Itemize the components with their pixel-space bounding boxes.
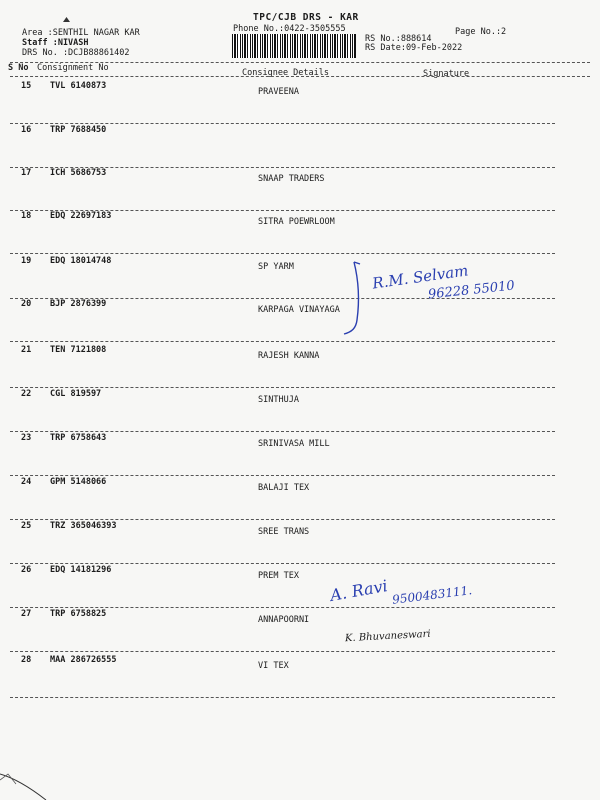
col-header-sno: S No xyxy=(8,63,29,73)
row-consignee: PREM TEX xyxy=(258,571,299,581)
row-serial-number: 19 xyxy=(21,256,32,266)
row-consignment-number: EDQ 22697183 xyxy=(50,211,112,221)
row-serial-number: 21 xyxy=(21,345,32,355)
signature-name-3: K. Bhuvaneswari xyxy=(344,628,431,645)
row-consignee: VI TEX xyxy=(258,661,289,671)
row-serial-number: 25 xyxy=(21,521,32,531)
row-divider xyxy=(10,123,555,124)
page-corner-fold xyxy=(0,760,60,800)
row-consignment-number: TRP 7688450 xyxy=(50,125,107,135)
row-divider xyxy=(10,431,555,432)
row-serial-number: 15 xyxy=(21,81,32,91)
row-consignment-number: BJP 2876399 xyxy=(50,299,107,309)
row-divider xyxy=(10,697,555,698)
row-consignee: PRAVEENA xyxy=(258,87,299,97)
row-consignment-number: TRZ 365046393 xyxy=(50,521,117,531)
row-consignee: SREE TRANS xyxy=(258,527,310,537)
rs-date: RS Date:09-Feb-2022 xyxy=(365,43,463,53)
row-consignee: SNAAP TRADERS xyxy=(258,174,325,184)
signature-name-2: A. Ravi xyxy=(328,576,389,605)
row-serial-number: 23 xyxy=(21,433,32,443)
row-consignment-number: EDQ 18014748 xyxy=(50,256,112,266)
col-header-consignment: Consignment No xyxy=(37,63,109,73)
row-consignment-number: GPM 5148066 xyxy=(50,477,107,487)
row-serial-number: 17 xyxy=(21,168,32,178)
row-divider xyxy=(10,341,555,342)
page-title: TPC/CJB DRS - KAR xyxy=(253,12,359,23)
staff-label: Staff :NIVASH xyxy=(22,38,89,48)
row-serial-number: 26 xyxy=(21,565,32,575)
row-consignment-number: TVL 6140873 xyxy=(50,81,107,91)
row-serial-number: 27 xyxy=(21,609,32,619)
header-divider-bottom xyxy=(10,76,590,77)
company-logo-icon xyxy=(62,16,71,23)
row-consignee: KARPAGA VINAYAGA xyxy=(258,305,340,315)
row-consignee: SITRA POEWRLOOM xyxy=(258,217,335,227)
row-divider xyxy=(10,563,555,564)
barcode-icon xyxy=(232,34,356,58)
row-consignment-number: ICH 5686753 xyxy=(50,168,107,178)
row-serial-number: 24 xyxy=(21,477,32,487)
row-serial-number: 16 xyxy=(21,125,32,135)
phone-number: Phone No.:0422-3505555 xyxy=(233,24,346,34)
row-divider xyxy=(10,607,555,608)
drs-number: DRS No. :DCJB88861402 xyxy=(22,48,130,58)
col-header-signature: Signature xyxy=(423,69,470,79)
row-divider xyxy=(10,651,555,652)
rs-number: RS No.:888614 xyxy=(365,34,432,44)
row-consignment-number: TRP 6758643 xyxy=(50,433,107,443)
row-consignment-number: TRP 6758825 xyxy=(50,609,107,619)
area-label: Area :SENTHIL NAGAR KAR xyxy=(22,28,140,38)
row-consignment-number: TEN 7121808 xyxy=(50,345,107,355)
row-consignee: SINTHUJA xyxy=(258,395,299,405)
row-serial-number: 28 xyxy=(21,655,32,665)
row-divider xyxy=(10,253,555,254)
row-consignee: SP YARM xyxy=(258,262,294,272)
page-number: Page No.:2 xyxy=(455,27,507,37)
row-divider xyxy=(10,475,555,476)
row-serial-number: 20 xyxy=(21,299,32,309)
col-header-consignee: Consignee Details xyxy=(242,68,329,78)
row-divider xyxy=(10,519,555,520)
row-consignee: RAJESH KANNA xyxy=(258,351,320,361)
row-consignment-number: MAA 286726555 xyxy=(50,655,117,665)
row-consignee: SRINIVASA MILL xyxy=(258,439,330,449)
signature-name-1: R.M. Selvam xyxy=(371,261,470,293)
row-consignee: BALAJI TEX xyxy=(258,483,310,493)
signature-phone-2: 9500483111. xyxy=(391,583,473,607)
row-consignment-number: EDQ 14181296 xyxy=(50,565,112,575)
row-consignee: ANNAPOORNI xyxy=(258,615,310,625)
row-divider xyxy=(10,387,555,388)
row-serial-number: 18 xyxy=(21,211,32,221)
signature-bracket-1 xyxy=(340,258,370,338)
signature-phone-1: 96228 55010 xyxy=(427,278,516,303)
row-serial-number: 22 xyxy=(21,389,32,399)
row-consignment-number: CGL 819597 xyxy=(50,389,102,399)
